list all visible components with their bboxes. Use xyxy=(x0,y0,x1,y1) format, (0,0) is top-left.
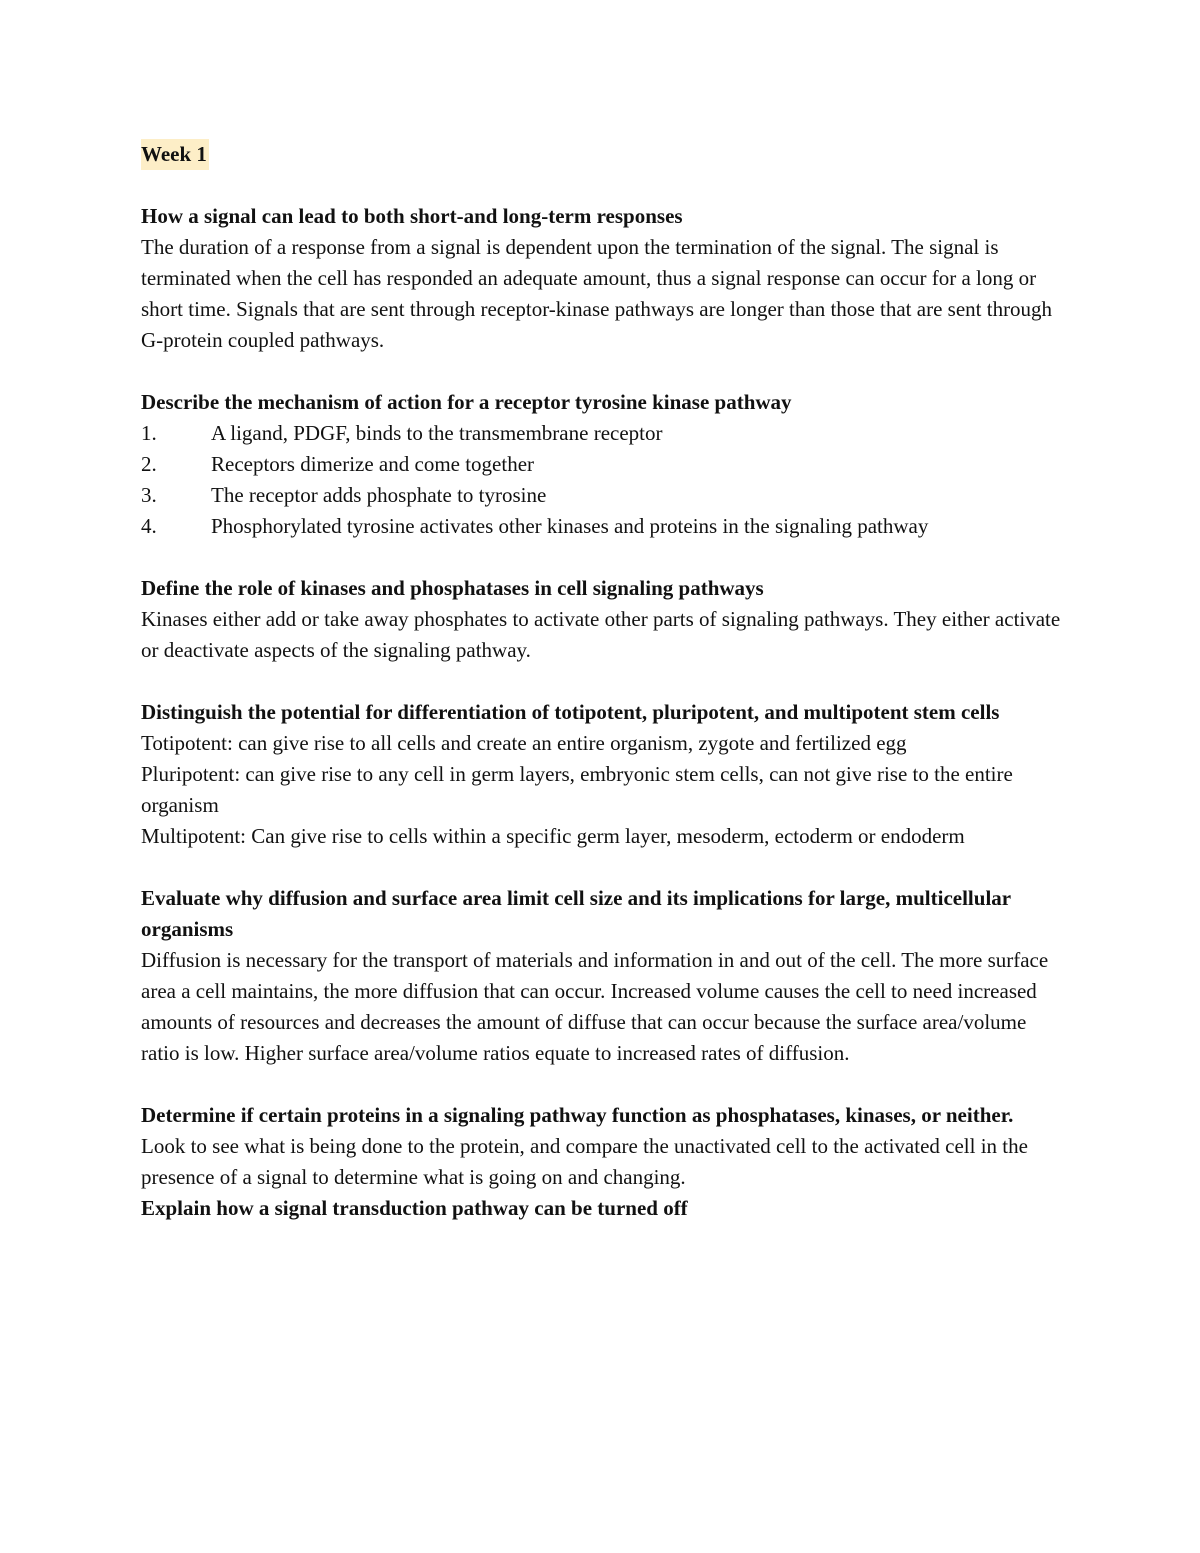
numbered-list xyxy=(141,418,1066,542)
list-item xyxy=(141,449,1066,480)
section-signal-responses xyxy=(141,201,1066,356)
section-heading: Define the role of kinases and phosphatases in cell signaling pathways xyxy=(141,576,764,600)
section-stem-cells xyxy=(141,697,1066,852)
section-pathway-off xyxy=(141,1193,1066,1224)
list-item-number: 4. xyxy=(141,514,157,538)
section-heading: Evaluate why diffusion and surface area limit cell size and its implications for large, multicellular organisms xyxy=(141,886,1011,941)
section-paragraph: Look to see what is being done to the protein, and compare the unactivated cell to the activated cell in the presence of a signal to determine what is going on and changing. xyxy=(141,1134,1028,1189)
document-page xyxy=(141,139,1066,1224)
section-paragraph: Kinases either add or take away phosphates to activate other parts of signaling pathways. They either activate or deactivate aspects of the signaling pathway. xyxy=(141,607,1061,662)
section-kinases-phosphatases xyxy=(141,573,1066,666)
section-paragraph: Diffusion is necessary for the transport of materials and information in and out of the cell. The more surface area a cell maintains, the more diffusion that can occur. Increased volume causes the cell to need increased amounts of resources and decreases the amount of diffuse that can occur because the surface area/volume ratio is low. Higher surface area/volume ratios equate to increased rates of diffusion. xyxy=(141,948,1049,1065)
section-heading: Determine if certain proteins in a signaling pathway function as phosphatases, kinases, or neither. xyxy=(141,1103,1014,1127)
list-item-text: Receptors dimerize and come together xyxy=(211,452,535,476)
list-item-text: Phosphorylated tyrosine activates other kinases and proteins in the signaling pathway xyxy=(211,514,929,538)
section-paragraph: The duration of a response from a signal is dependent upon the termination of the signal. The signal is terminated when the cell has responded an adequate amount, thus a signal response can occur for a long or short time. Signals that are sent through receptor-kinase pathways are longer than those that are sent through G-protein coupled pathways. xyxy=(141,235,1053,352)
section-protein-function xyxy=(141,1100,1066,1193)
section-paragraph: Pluripotent: can give rise to any cell in germ layers, embryonic stem cells, can not give rise to the entire organism xyxy=(141,762,1013,817)
section-rtk-mechanism xyxy=(141,387,1066,542)
list-item-text: The receptor adds phosphate to tyrosine xyxy=(211,483,547,507)
section-heading: Describe the mechanism of action for a receptor tyrosine kinase pathway xyxy=(141,390,792,414)
list-item-number: 1. xyxy=(141,421,157,445)
list-item xyxy=(141,480,1066,511)
section-paragraph: Multipotent: Can give rise to cells within a specific germ layer, mesoderm, ectoderm or endoderm xyxy=(141,824,965,848)
section-heading: Distinguish the potential for differentiation of totipotent, pluripotent, and multipotent stem cells xyxy=(141,700,1000,724)
week-label: Week 1 xyxy=(141,139,209,170)
section-heading: How a signal can lead to both short-and long-term responses xyxy=(141,204,683,228)
list-item-number: 3. xyxy=(141,483,157,507)
list-item-text: A ligand, PDGF, binds to the transmembrane receptor xyxy=(211,421,663,445)
list-item xyxy=(141,511,1066,542)
section-heading: Explain how a signal transduction pathway can be turned off xyxy=(141,1196,688,1220)
list-item-number: 2. xyxy=(141,452,157,476)
list-item xyxy=(141,418,1066,449)
section-diffusion-surface-area xyxy=(141,883,1066,1069)
section-paragraph: Totipotent: can give rise to all cells and create an entire organism, zygote and fertilized egg xyxy=(141,731,907,755)
